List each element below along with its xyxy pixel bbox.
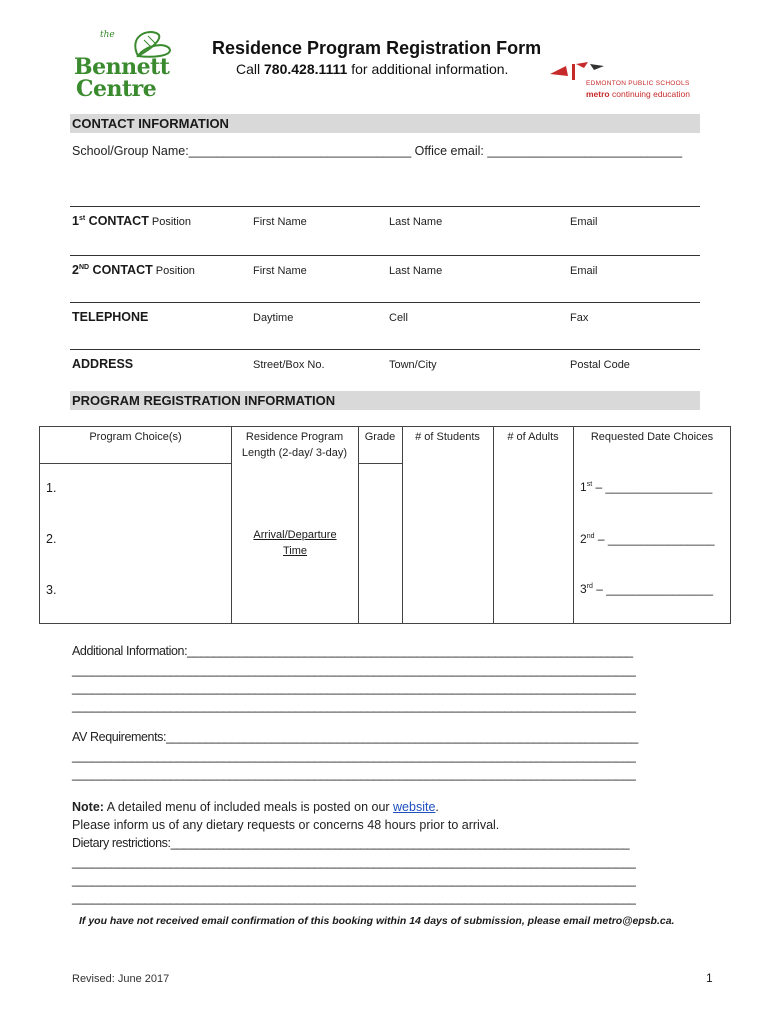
program-choice-2[interactable]: 2. bbox=[46, 532, 57, 546]
street-label: Street/Box No. bbox=[253, 359, 325, 371]
av-requirements-field[interactable]: AV Requirements:________________________________________________________________________ bbox=[72, 730, 638, 744]
program-table bbox=[39, 426, 731, 624]
length-header: Residence Program Length (2-day/ 3-day) bbox=[241, 431, 348, 459]
contact-row-2[interactable] bbox=[70, 263, 700, 283]
logo-centre: Centre bbox=[76, 76, 157, 102]
additional-info-line[interactable]: ______________________________________________________________________________________ bbox=[72, 699, 636, 713]
row-rule bbox=[70, 302, 700, 303]
logo-right-line2: metro continuing education bbox=[586, 89, 690, 99]
date-choice-1[interactable]: 1st – ________________ bbox=[580, 480, 713, 494]
school-group-line[interactable]: School/Group Name:________________________________ Office email: ____________________________ bbox=[72, 144, 683, 158]
fax-label: Fax bbox=[570, 312, 589, 324]
row-rule bbox=[70, 206, 700, 207]
address-label: ADDRESS bbox=[72, 357, 134, 371]
av-requirements-line[interactable]: ______________________________________________________________________________________ bbox=[72, 767, 636, 781]
address-row[interactable] bbox=[70, 357, 700, 377]
program-choice-1[interactable]: 1. bbox=[46, 481, 57, 495]
cell-label: Cell bbox=[389, 312, 408, 324]
contact-section-header: CONTACT INFORMATION bbox=[70, 114, 700, 133]
logo-the: the bbox=[100, 30, 115, 40]
program-section-header: PROGRAM REGISTRATION INFORMATION bbox=[70, 391, 700, 410]
email-label: Email bbox=[570, 216, 598, 228]
postal-code-label: Postal Code bbox=[570, 359, 630, 371]
date-choice-2[interactable]: 2nd – ________________ bbox=[580, 532, 715, 546]
town-label: Town/City bbox=[389, 359, 437, 371]
form-title: Residence Program Registration Form bbox=[212, 38, 542, 58]
bennett-centre-logo bbox=[70, 26, 180, 100]
dietary-line[interactable]: ______________________________________________________________________________________ bbox=[72, 855, 636, 869]
last-name-label: Last Name bbox=[389, 216, 443, 228]
email-label: Email bbox=[570, 265, 598, 277]
arrival-departure-label: Arrival/Departure Time bbox=[253, 529, 337, 557]
logo-bennett: Bennett bbox=[74, 54, 170, 80]
additional-info-line[interactable]: ______________________________________________________________________________________ bbox=[72, 681, 636, 695]
dates-header: Requested Date Choices bbox=[590, 431, 714, 443]
confirmation-notice: If you have not received email confirmation of this booking within 14 days of submission, please email metro@epsb.ca. bbox=[79, 915, 675, 927]
telephone-row[interactable] bbox=[70, 310, 700, 330]
telephone-label: TELEPHONE bbox=[72, 310, 149, 324]
grade-header: Grade bbox=[364, 431, 396, 443]
students-header: # of Students bbox=[415, 431, 480, 443]
row-rule bbox=[70, 349, 700, 350]
first-name-label: First Name bbox=[253, 265, 307, 277]
flag-icon bbox=[548, 58, 608, 82]
epsb-metro-logo bbox=[548, 58, 708, 104]
adults-header: # of Adults bbox=[507, 431, 559, 443]
row-rule bbox=[70, 255, 700, 256]
contact-row-1[interactable] bbox=[70, 214, 700, 234]
logo-right-line1: EDMONTON PUBLIC SCHOOLS bbox=[586, 80, 690, 87]
phone-number: 780.428.1111 bbox=[264, 61, 348, 77]
website-link[interactable]: website bbox=[393, 800, 436, 814]
date-choice-3[interactable]: 3rd – ________________ bbox=[580, 582, 714, 596]
page-number: 1 bbox=[706, 971, 713, 985]
additional-info-field[interactable]: Additional Information:____________________________________________________________________ bbox=[72, 644, 633, 658]
daytime-label: Daytime bbox=[253, 312, 294, 324]
contact-row-label: 1st CONTACT Position bbox=[72, 214, 192, 228]
contact-row-label: 2ND CONTACT Position bbox=[72, 263, 195, 277]
first-name-label: First Name bbox=[253, 216, 307, 228]
last-name-label: Last Name bbox=[389, 265, 443, 277]
additional-info-line[interactable]: ______________________________________________________________________________________ bbox=[72, 663, 636, 677]
av-requirements-line[interactable]: ______________________________________________________________________________________ bbox=[72, 749, 636, 763]
dietary-restrictions-field[interactable]: Dietary restrictions:______________________________________________________________________ bbox=[72, 836, 630, 850]
form-subtitle: Call 780.428.1111 for additional information. bbox=[236, 61, 509, 77]
dietary-line[interactable]: ______________________________________________________________________________________ bbox=[72, 891, 636, 905]
meal-note: Note: A detailed menu of included meals is posted on our website. bbox=[72, 800, 439, 814]
program-choice-3[interactable]: 3. bbox=[46, 583, 57, 597]
program-choice-header: Program Choice(s) bbox=[89, 431, 182, 443]
dietary-line[interactable]: ______________________________________________________________________________________ bbox=[72, 873, 636, 887]
dietary-note: Please inform us of any dietary requests or concerns 48 hours prior to arrival. bbox=[72, 818, 500, 832]
revised-date: Revised: June 2017 bbox=[72, 973, 170, 985]
